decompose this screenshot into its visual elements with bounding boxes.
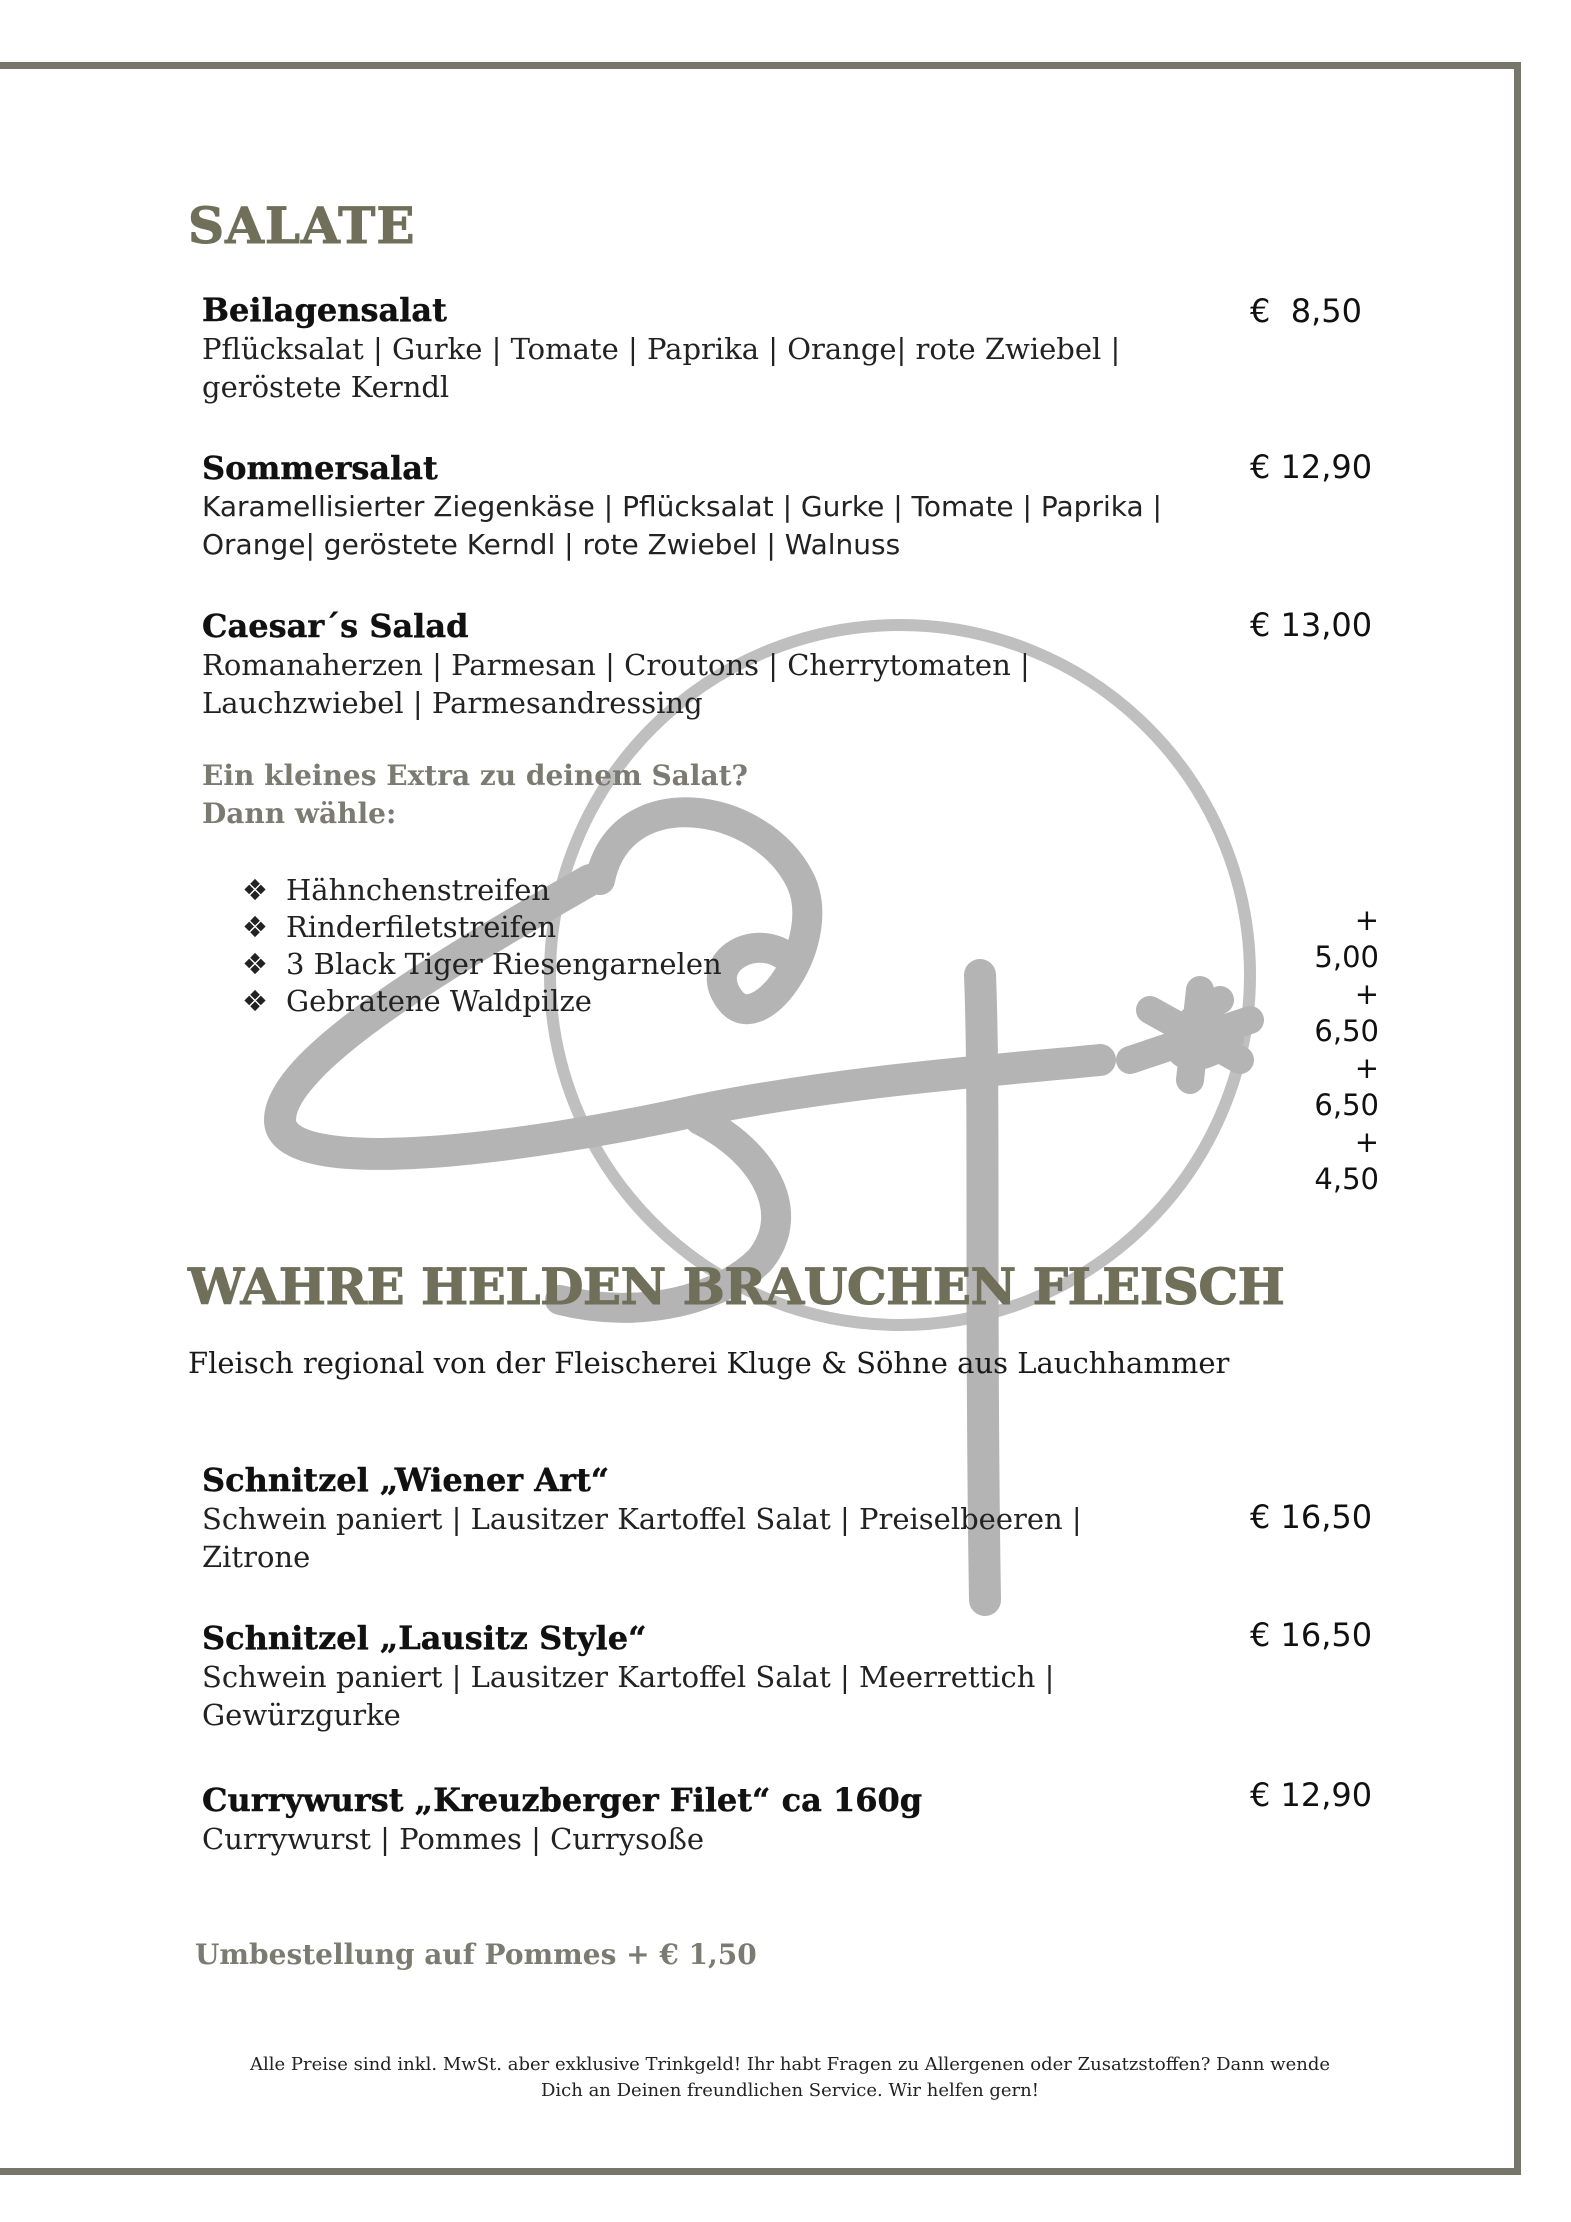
item-price: € 13,00 <box>1250 606 1373 644</box>
list-item <box>242 983 722 1020</box>
menu-item-schnitzel-lausitz-style <box>202 1618 1382 1734</box>
frame-bottom-border <box>0 2168 1521 2175</box>
menu-item-sommersalat <box>202 448 1382 564</box>
extra-label: Hähnchenstreifen <box>286 873 551 907</box>
extras-note-line1: Ein kleines Extra zu deinem Salat? <box>202 759 748 792</box>
frame-top-border <box>0 62 1521 69</box>
extra-label: Gebratene Waldpilze <box>286 984 592 1018</box>
extra-price: + 5,00 <box>1314 903 1379 974</box>
item-description: Currywurst | Pommes | Currysoße <box>202 1822 704 1856</box>
diamond-bullet-icon: ❖ <box>242 947 268 981</box>
item-name: Schnitzel „Wiener Art“ <box>202 1461 610 1499</box>
section-intro: Fleisch regional von der Fleischerei Kluge & Söhne aus Lauchhammer <box>188 1346 1230 1380</box>
extra-label: Rinderfiletstreifen <box>286 910 557 944</box>
item-price: € 16,50 <box>1250 1616 1373 1654</box>
item-name: Currywurst „Kreuzberger Filet“ ca 160g <box>202 1781 923 1819</box>
item-description: Pflücksalat | Gurke | Tomate | Paprika | Orange| rote Zwiebel | geröstete Kerndl <box>202 332 1121 404</box>
diamond-bullet-icon: ❖ <box>242 873 268 907</box>
menu-item-currywurst <box>202 1780 1382 1858</box>
menu-item-caesar-salad <box>202 606 1382 722</box>
footer-line1: Alle Preise sind inkl. MwSt. aber exklusive Trinkgeld! Ihr habt Fragen zu Allergenen oder Zusatzstoffen? Dann wende <box>249 2054 1331 2075</box>
list-item <box>242 872 722 909</box>
item-description: Romanaherzen | Parmesan | Croutons | Cherrytomaten | Lauchzwiebel | Parmesandressing <box>202 648 1030 720</box>
item-name: Schnitzel „Lausitz Style“ <box>202 1619 647 1657</box>
fries-note: Umbestellung auf Pommes + € 1,50 <box>195 1938 757 1971</box>
extras-note-line2: Dann wähle: <box>202 797 397 830</box>
list-item <box>242 946 722 983</box>
item-description: Karamellisierter Ziegenkäse | Pflücksalat | Gurke | Tomate | Paprika | Orange| geröstete Kerndl | rote Zwiebel | Walnuss <box>202 490 1162 561</box>
diamond-bullet-icon: ❖ <box>242 910 268 944</box>
item-price: € 12,90 <box>1250 1776 1373 1814</box>
item-price: € 12,90 <box>1250 448 1373 486</box>
section-title-salads: SALATE <box>188 196 416 255</box>
frame-right-border <box>1514 62 1521 2175</box>
menu-item-schnitzel-wiener-art <box>202 1460 1382 1576</box>
menu-item-beilagensalat <box>202 290 1382 406</box>
extra-price: + 6,50 <box>1314 977 1379 1048</box>
item-price: € 16,50 <box>1250 1498 1373 1536</box>
extra-price: + 4,50 <box>1314 1125 1379 1196</box>
extras-price-list <box>1283 902 1379 1198</box>
extras-list <box>242 872 722 1020</box>
extra-label: 3 Black Tiger Riesengarnelen <box>286 947 722 981</box>
footer-disclaimer <box>180 2052 1400 2104</box>
footer-line2: Dich an Deinen freundlichen Service. Wir helfen gern! <box>540 2080 1039 2101</box>
item-price: € 8,50 <box>1250 292 1362 330</box>
item-name: Sommersalat <box>202 449 438 487</box>
item-description: Schwein paniert | Lausitzer Kartoffel Salat | Meerrettich | Gewürzgurke <box>202 1660 1055 1732</box>
item-description: Schwein paniert | Lausitzer Kartoffel Salat | Preiselbeeren | Zitrone <box>202 1502 1082 1574</box>
diamond-bullet-icon: ❖ <box>242 984 268 1018</box>
item-name: Caesar´s Salad <box>202 607 469 645</box>
extras-note <box>202 757 748 833</box>
section-title-meat: WAHRE HELDEN BRAUCHEN FLEISCH <box>188 1257 1285 1316</box>
extra-price: + 6,50 <box>1314 1051 1379 1122</box>
item-name: Beilagensalat <box>202 291 447 329</box>
list-item <box>242 909 722 946</box>
